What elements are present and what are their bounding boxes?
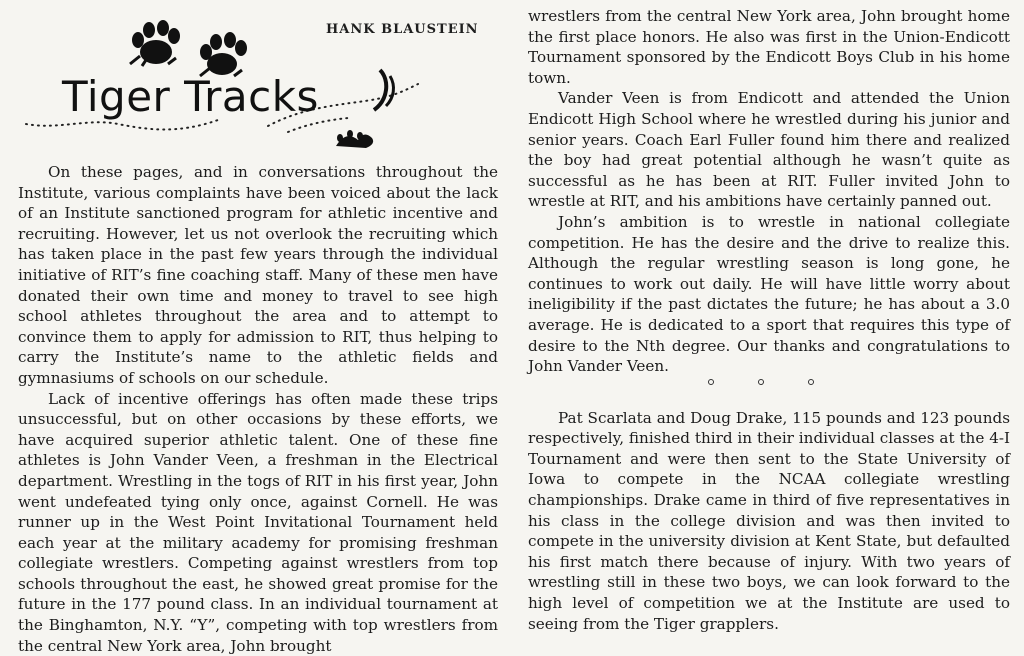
paragraph: John’s ambition is to wrestle in national collegiate competition. He has the desire and the drive to realize this. Although the regular wrestling season is long gone, he continues to work out daily. He will have little worry about ineligibility if the past dictates the future; he has about a 3.0 average. He is dedicated to a sport that requires this type of desire to the Nth degree. Our thanks and congratulations to John Vander Veen. xyxy=(528,212,1010,376)
paragraph: Pat Scarlata and Doug Drake, 115 pounds and 123 pounds respectively, finished third in their individual classes at the 4-I Tournament and were then sent to the State University of Iowa to compete in the NCAA collegiate wrestling championships. Drake came in third of five representatives in his class in the college division and was then invited to compete in the university division at Kent State, but defaulted his first match there because of injury. With two years of wrestling still in these two boys, we can look forward to the high level of competition we at the Institute are used to seeing from the Tiger grapplers. xyxy=(528,408,1010,633)
left-column xyxy=(18,162,498,656)
tiger-paw-icon xyxy=(336,130,373,148)
author-byline: HANK BLAUSTEIN xyxy=(326,22,479,37)
page-title: Tiger Tracks xyxy=(62,72,319,121)
paragraph: On these pages, and in conversations throughout the Institute, various complaints have been voiced about the lack of an Institute sanctioned program for athletic incentive and recruiting. However, let us not overlook the recruiting which has taken place in the past few years through the individual initiative of RIT’s fine coaching staff. Many of these men have donated their own time and money to travel to see high school athletes throughout the area and to attempt to convince them to apply for admission to RIT, thus helping to carry the Institute’s name to the athletic fields and gymnasiums of schools on our schedule. xyxy=(18,163,498,387)
tiger-paw-icon xyxy=(130,20,180,66)
paragraph: Vander Veen is from Endicott and attended the Union Endicott High School where he wrestled during his junior and senior years. Coach Earl Fuller found him there and realized the boy had great potential although he wasn’t quite as successful as he has been at RIT. Fuller invited John to wrestle at RIT, and his ambitions have certainly panned out. xyxy=(528,89,1010,211)
divider-dot xyxy=(708,379,714,385)
right-column xyxy=(528,6,1010,634)
divider-dot xyxy=(758,379,764,385)
paragraph: Lack of incentive offerings has often made these trips unsuccessful, but on other occasions by these efforts, we have acquired superior athletic talent. One of these fine athletes is John Vander Veen, a freshman in the Electrical department. Wrestling in the togs of RIT in his first year, John went undefeated tying only once, against Cornell. He was runner up in the West Point Invitational Tournament held each year at the military academy for promising freshman collegiate wrestlers. Competing against wrestlers from top schools throughout the east, he showed great promise for the future in the 177 pound class. In an individual tournament at the Binghamton, N.Y. “Y”, competing with top wrestlers from the central New York area, John brought xyxy=(18,389,498,655)
section-divider xyxy=(528,379,1010,391)
tiger-paw-icon xyxy=(200,32,247,76)
divider-dot xyxy=(808,379,814,385)
paragraph-continuation: wrestlers from the central New York area, John brought home the first place honors. He also was first in the Union-Endicott Tournament sponsored by the Endicott Boys Club in his home town. xyxy=(528,7,1010,87)
dotted-swirl xyxy=(26,120,218,130)
